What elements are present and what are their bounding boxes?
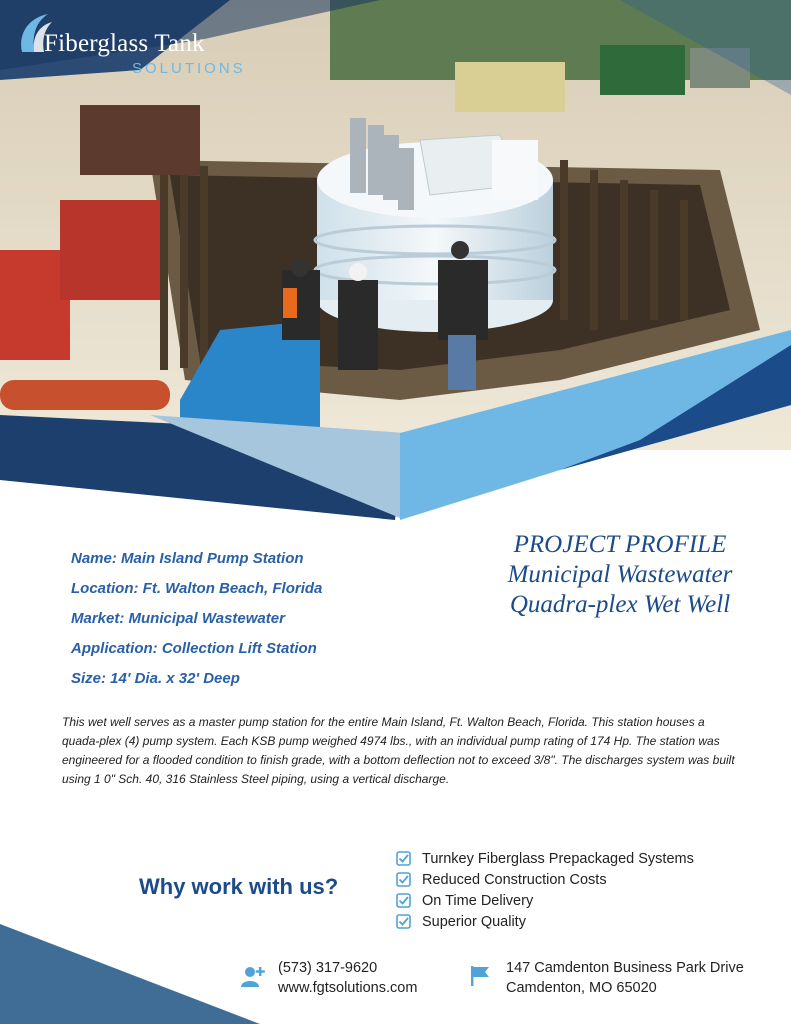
address-line-1: 147 Camdenton Business Park Drive: [506, 960, 744, 976]
list-item: [396, 848, 694, 869]
why-heading: Why work with us?: [139, 874, 339, 899]
profile-market: Municipal Wastewater: [507, 561, 733, 588]
list-item: [396, 911, 694, 932]
list-item: [396, 869, 694, 890]
fact-market: Market: Municipal Wastewater: [71, 610, 285, 627]
benefit-label: On Time Delivery: [422, 892, 534, 909]
contact-phone-web: [240, 958, 417, 998]
checkbox-icon: [396, 872, 411, 887]
fact-size: Size: 14' Dia. x 32' Deep: [71, 670, 240, 687]
fact-application: Application: Collection Lift Station: [71, 640, 317, 657]
benefits-list: [396, 848, 694, 932]
benefit-label: Reduced Construction Costs: [422, 871, 607, 888]
checkbox-icon: [396, 914, 411, 929]
brand-subtitle: SOLUTIONS: [132, 60, 246, 77]
benefit-label: Superior Quality: [422, 913, 526, 930]
project-profile-heading: [460, 530, 780, 620]
brand-logo: [14, 10, 246, 77]
contact-address: [468, 958, 744, 998]
profile-product: Quadra-plex Wet Well: [509, 591, 731, 618]
contact-website[interactable]: www.fgtsolutions.com: [278, 980, 418, 996]
checkbox-icon: [396, 851, 411, 866]
contact-phone[interactable]: (573) 317-9620: [278, 960, 378, 976]
fact-location: Location: Ft. Walton Beach, Florida: [71, 580, 323, 597]
project-description: This wet well serves as a master pump station for the entire Main Island, Ft. Walton Beach, Florida. This station houses a quada-plex (4) pump system. Each KSB pump weighed 4974 lbs., with an individual pump rating of 174 Hp. The station was engineered for a flooded condition to finish grade, with a bottom deflection not to exceed 3/8". The discharges system was built using 1 0" Sch. 40, 316 Stainless Steel piping, using a vertical discharge.: [62, 715, 735, 786]
project-facts: [71, 549, 322, 699]
corner-decoration: [0, 924, 260, 1024]
brand-title: Fiberglass Tank: [44, 30, 205, 57]
flag-icon: [468, 963, 494, 989]
address-line-2: Camdenton, MO 65020: [506, 980, 657, 996]
list-item: [396, 890, 694, 911]
checkbox-icon: [396, 893, 411, 908]
fact-name: Name: Main Island Pump Station: [71, 550, 304, 567]
profile-title: PROJECT PROFILE: [513, 531, 727, 558]
benefit-label: Turnkey Fiberglass Prepackaged Systems: [422, 850, 694, 867]
